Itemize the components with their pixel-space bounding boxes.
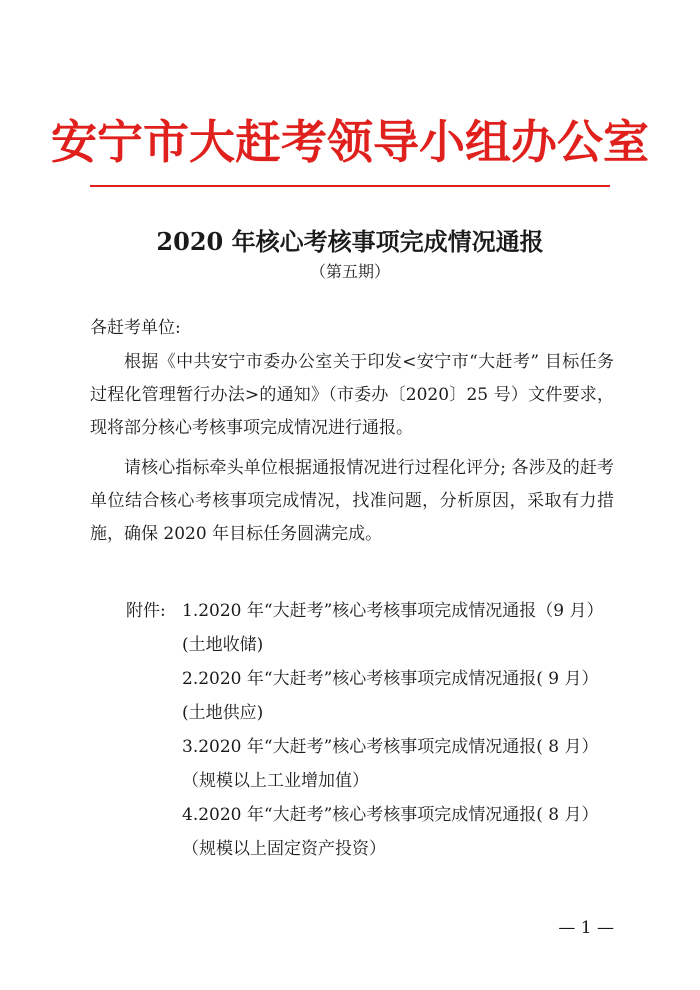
attachment-subtitle: （规模以上工业增加值） — [182, 771, 369, 791]
attachment-item — [126, 798, 616, 832]
attachment-title: 2.2020 年“大赶考”核心考核事项完成情况通报( 9 月） — [182, 669, 599, 689]
document-title: 2020 年核心考核事项完成情况通报 — [156, 227, 544, 256]
header-divider — [90, 185, 610, 187]
attachment-item — [126, 594, 616, 628]
org-title: 安宁市大赶考领导小组办公室 — [51, 115, 649, 169]
attachments-label: 附件: — [126, 601, 166, 621]
attachment-subtitle: (土地供应) — [182, 703, 264, 723]
attachment-subtitle: (土地收储) — [182, 635, 264, 655]
attachment-item-subtitle-row — [126, 764, 616, 798]
body-paragraph-2: 请核心指标牵头单位根据通报情况进行过程化评分; 各涉及的赶考单位结合核心考核事项完成情况，找准问题，分析原因，采取有力措施，确保 2020 年目标任务圆满完成。 — [90, 458, 614, 544]
body-paragraph-1: 根据《中共安宁市委办公室关于印发<安宁市“大赶考” 目标任务过程化管理暂行办法>的通知》（市委办〔2020〕25 号）文件要求，现将部分核心考核事项完成情况进行通报。 — [90, 352, 614, 438]
attachment-item-subtitle-row — [126, 832, 616, 866]
attachment-title: 1.2020 年“大赶考”核心考核事项完成情况通报（9 月） — [182, 601, 604, 621]
attachment-subtitle: （规模以上固定资产投资） — [182, 839, 386, 859]
attachment-title: 4.2020 年“大赶考”核心考核事项完成情况通报( 8 月） — [182, 805, 599, 825]
attachment-item — [126, 730, 616, 764]
attachment-item-subtitle-row — [126, 628, 616, 662]
page-number: — 1 — — [558, 918, 614, 938]
attachment-item-subtitle-row — [126, 696, 616, 730]
attachment-item — [126, 662, 616, 696]
attachment-title: 3.2020 年“大赶考”核心考核事项完成情况通报( 8 月） — [182, 737, 599, 757]
issue-number: （第五期） — [309, 262, 390, 281]
salutation: 各赶考单位: — [90, 318, 181, 338]
attachments-list — [126, 594, 616, 866]
